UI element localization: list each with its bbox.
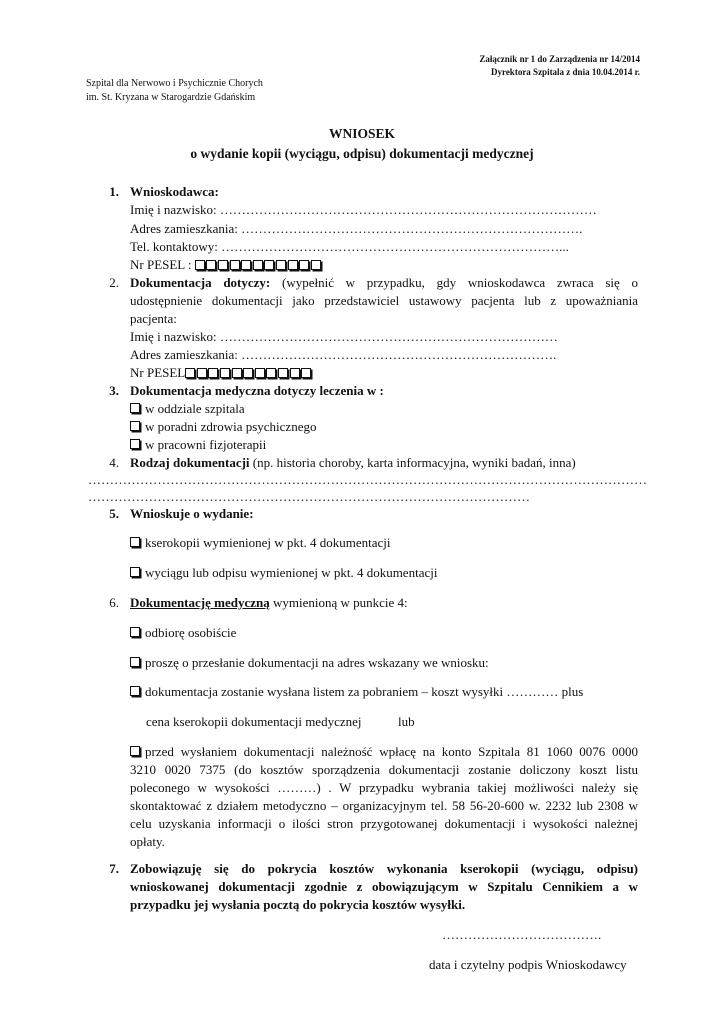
section-3-heading: Dokumentacja medyczna dotyczy leczenia w : xyxy=(130,383,384,398)
section-6-line xyxy=(130,594,408,613)
section-7-line-3: przypadku jej wysłania pocztą do pokrycia kosztów wysyłki. xyxy=(130,897,466,912)
checkbox-icon[interactable] xyxy=(130,627,140,637)
section-6-heading-rest: wymienioną w punkcie 4: xyxy=(269,595,408,610)
checkbox-icon xyxy=(241,260,251,270)
section-2-line-1 xyxy=(130,274,638,293)
applicant-name-field[interactable]: Imię i nazwisko: …………………………………………………………………………… xyxy=(130,202,597,217)
option-label: odbiorę osobiście xyxy=(145,625,237,640)
section-5-number: 5. xyxy=(109,506,119,521)
option-pickup[interactable] xyxy=(130,624,236,643)
section-1-number: 1. xyxy=(109,184,119,199)
checkbox-icon xyxy=(230,260,240,270)
org-line-1: Szpital dla Nerwowo i Psychicznie Chorych xyxy=(86,78,263,89)
checkbox-icon xyxy=(206,260,216,270)
documentation-type-field-1[interactable]: ………………………………………………………………………………………………………………… xyxy=(88,472,647,487)
option-photocopy[interactable] xyxy=(130,534,391,553)
checkbox-icon xyxy=(195,260,205,270)
section-4-hint: (np. historia choroby, karta informacyjna, wyniki badań, inna) xyxy=(249,455,576,470)
annex-line-2: Dyrektora Szpitala z dnia 10.04.2014 r. xyxy=(490,67,640,77)
option-label: dokumentacja zostanie wysłana listem za pobraniem – koszt wysyłki ………… plus xyxy=(145,684,584,699)
org-line-2: im. St. Kryzana w Starogardzie Gdańskim xyxy=(86,92,256,103)
section-7-number: 7. xyxy=(109,861,119,876)
section-6-number: 6. xyxy=(109,595,119,610)
document-title: WNIOSEK xyxy=(328,126,396,141)
option-send-address[interactable] xyxy=(130,654,489,673)
option-extract[interactable] xyxy=(130,564,437,583)
option-clinic[interactable] xyxy=(130,418,316,437)
option-physiotherapy[interactable] xyxy=(130,436,266,455)
option-label: wyciągu lub odpisu wymienionej w pkt. 4 dokumentacji xyxy=(145,565,438,580)
checkbox-icon xyxy=(232,368,242,378)
checkbox-icon xyxy=(220,368,230,378)
prepayment-line-4: skontaktować z działem metodyczno – organizacyjnym tel. 58 56-20-600 w. 2232 lub 2308 w xyxy=(130,798,638,813)
checkbox-icon xyxy=(278,368,288,378)
applicant-pesel-field[interactable] xyxy=(130,256,322,276)
applicant-phone-field[interactable]: Tel. kontaktowy: ……………………………………………………………………... xyxy=(130,239,569,254)
checkbox-icon xyxy=(255,368,265,378)
checkbox-icon xyxy=(208,368,218,378)
or-conjunction: lub xyxy=(398,714,415,729)
checkbox-icon xyxy=(290,368,300,378)
checkbox-icon[interactable] xyxy=(130,421,140,431)
section-7-line-2: wnioskowanej dokumentacji zgodnie z obowiązującym w Szpitalu Cennikiem a w xyxy=(130,879,638,894)
option-label: kserokopii wymienionej w pkt. 4 dokumentacji xyxy=(145,535,391,550)
pesel-boxes[interactable] xyxy=(195,257,323,276)
checkbox-icon[interactable] xyxy=(130,537,140,547)
option-ward[interactable] xyxy=(130,400,245,419)
checkbox-icon[interactable] xyxy=(130,746,140,756)
representative-pesel-field[interactable] xyxy=(130,364,313,384)
section-5-heading: Wnioskuje o wydanie: xyxy=(130,506,254,521)
checkbox-icon xyxy=(276,260,286,270)
section-7-line-1: Zobowiązuję się do pokrycia kosztów wykonania kserokopii (wyciągu, odpisu) xyxy=(130,861,638,876)
checkbox-icon xyxy=(301,368,311,378)
applicant-address-field[interactable]: Adres zamieszkania: ……………………………………………………………………. xyxy=(130,221,583,236)
signature-field[interactable]: ………………………………. xyxy=(442,927,602,942)
section-4-heading: Rodzaj dokumentacji xyxy=(130,455,250,470)
checkbox-icon[interactable] xyxy=(130,686,140,696)
checkbox-icon xyxy=(218,260,228,270)
option-label: w poradni zdrowia psychicznego xyxy=(145,419,317,434)
annex-line-1: Załącznik nr 1 do Zarządzenia nr 14/2014 xyxy=(479,54,640,64)
option-cash-on-delivery[interactable] xyxy=(130,683,583,702)
section-2-number: 2. xyxy=(109,275,119,290)
checkbox-icon xyxy=(311,260,321,270)
option-label: proszę o przesłanie dokumentacji na adres wskazany we wniosku: xyxy=(145,655,489,670)
checkbox-icon[interactable] xyxy=(130,567,140,577)
section-2-line-3: pacjenta: xyxy=(130,311,177,326)
option-prepayment[interactable] xyxy=(130,743,638,762)
checkbox-icon[interactable] xyxy=(130,657,140,667)
section-6-heading: Dokumentację medyczną xyxy=(130,595,270,610)
checkbox-icon xyxy=(264,260,274,270)
prepayment-line-2: 3210 0020 7375 (do kosztów sporządzenia dokumentacji zostanie doliczony koszt listu xyxy=(130,762,638,777)
section-1-heading: Wnioskodawca: xyxy=(130,184,219,199)
checkbox-icon xyxy=(243,368,253,378)
signature-label: data i czytelny podpis Wnioskodawcy xyxy=(429,957,627,972)
checkbox-icon xyxy=(299,260,309,270)
documentation-type-field-2[interactable]: ………………………………………………………………………………………… xyxy=(88,489,530,504)
option-label: przed wysłaniem dokumentacji należność wpłacę na konto Szpitala 81 1060 0076 0000 xyxy=(145,744,638,759)
prepayment-line-5: celu uzyskania informacji o ilości stron przygotowanej dokumentacji i wysokości należnej xyxy=(130,816,638,831)
section-4-number: 4. xyxy=(109,455,119,470)
section-2-line-2: udostępnienie dokumentacji jako przedstawiciel ustawowy pacjenta lub z upoważniania xyxy=(130,293,638,308)
checkbox-icon xyxy=(266,368,276,378)
pesel-label: Nr PESEL : xyxy=(130,257,195,272)
option-label: w oddziale szpitala xyxy=(145,401,245,416)
option-label: w pracowni fizjoterapii xyxy=(145,437,267,452)
representative-name-field[interactable]: Imię i nazwisko: …………………………………………………………………… xyxy=(130,329,558,344)
checkbox-icon[interactable] xyxy=(130,439,140,449)
option-cash-on-delivery-cont: cena kserokopii dokumentacji medycznej xyxy=(146,714,362,729)
section-3-number: 3. xyxy=(109,383,119,398)
section-2-heading: Dokumentacja dotyczy: xyxy=(130,275,271,290)
prepayment-line-6: opłaty. xyxy=(130,834,165,849)
pesel-boxes[interactable] xyxy=(185,365,313,384)
section-2-line-1-rest: (wypełnić w przypadku, gdy wnioskodawca zwraca się o xyxy=(270,275,638,290)
checkbox-icon xyxy=(253,260,263,270)
checkbox-icon xyxy=(185,368,195,378)
section-4-line xyxy=(130,454,576,473)
annex-reference xyxy=(479,53,640,79)
checkbox-icon xyxy=(197,368,207,378)
prepayment-line-3: poleconego w wysokości ………) . W przypadku wybrania takiej możliwości należy się xyxy=(130,780,638,795)
organization-name xyxy=(86,77,263,105)
document-subtitle: o wydanie kopii (wyciągu, odpisu) dokumentacji medycznej xyxy=(190,146,534,161)
checkbox-icon[interactable] xyxy=(130,403,140,413)
checkbox-icon xyxy=(288,260,298,270)
representative-address-field[interactable]: Adres zamieszkania: ………………………………………………………………. xyxy=(130,347,557,362)
pesel-label: Nr PESEL xyxy=(130,365,186,380)
